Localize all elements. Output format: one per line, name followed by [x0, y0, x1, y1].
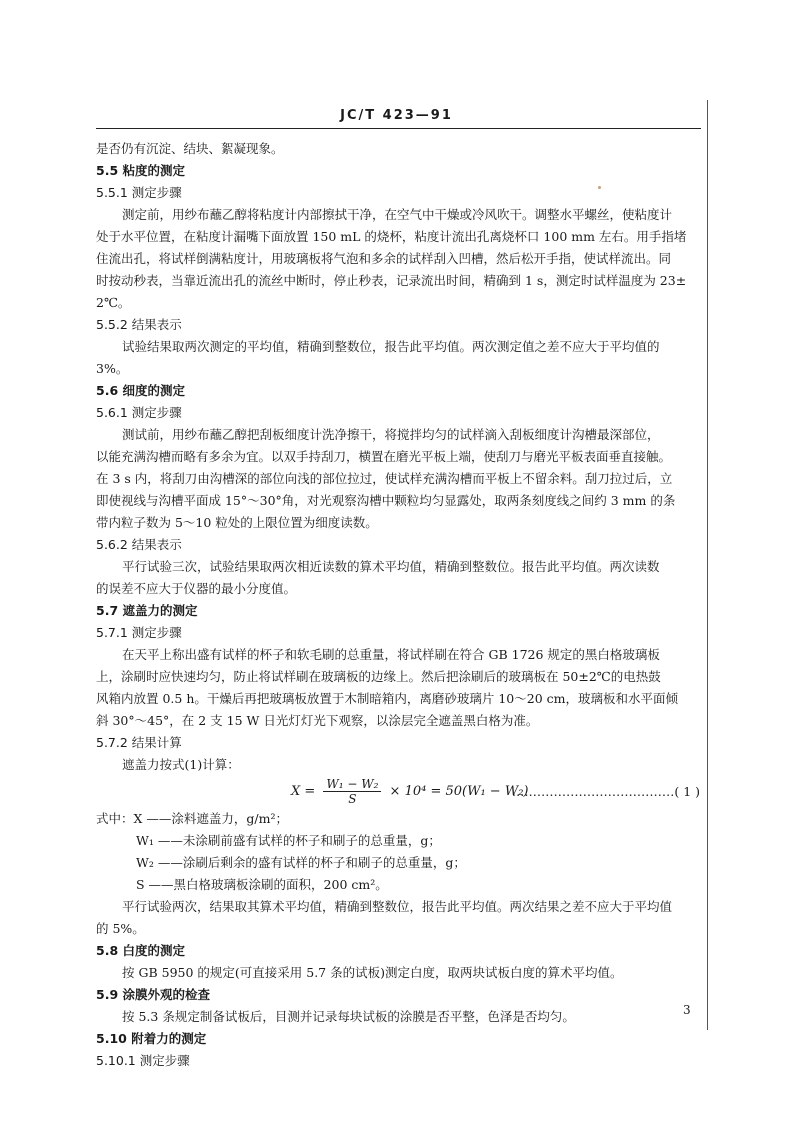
- variable-definition: W₂ ——涂刷后剩余的盛有试样的杯子和刷子的总重量，g；: [136, 855, 466, 870]
- paragraph-line: 在 3 s 内，将刮刀由沟槽深的部位向浅的部位拉过，使试样充满沟槽而平板上不留余料。刮刀拉过后，立: [96, 471, 673, 486]
- paragraph-line: 测试前，用纱布蘸乙醇把刮板细度计洗净擦干，将搅拌均匀的试样滴入刮板细度计沟槽最深部位，: [122, 427, 660, 442]
- paragraph-line: 时按动秒表，当靠近流出孔的流丝中断时，停止秒表，记录流出时间，精确到 1 s，测定时试样温度为 23±: [96, 273, 687, 288]
- formula-fraction: [323, 777, 381, 806]
- body-text: [96, 138, 700, 1072]
- formula-expression: [291, 776, 528, 808]
- variable-definition: S ——黑白格玻璃板涂刷的面积，200 cm²。: [136, 877, 388, 892]
- paragraph-line: 在天平上称出盛有试样的杯子和软毛刷的总重量，将试样刷在符合 GB 1726 规定的黑白格玻璃板: [122, 647, 660, 662]
- subsection-heading: 5.5.2 结果表示: [96, 317, 182, 332]
- subsection-heading: 5.5.1 测定步骤: [96, 185, 182, 200]
- subsection-heading: 5.10.1 测定步骤: [96, 1053, 190, 1068]
- paragraph-line: 按 5.3 条规定制备试板后，目测并记录每块试板的涂膜是否平整，色泽是否均匀。: [122, 1009, 575, 1024]
- paragraph-line: 平行试验两次，结果取其算术平均值，精确到整数位，报告此平均值。两次结果之差不应大于平均值: [122, 899, 673, 914]
- paragraph-line: 按 GB 5950 的规定(可直接采用 5.7 条的试板)测定白度，取两块试板白度的算术平均值。: [122, 965, 623, 980]
- paragraph-line: 处于水平位置，在粘度计漏嘴下面放置 150 mL 的烧杯，粘度计流出孔离烧杯口 100 mm 左右。用手指堵: [96, 229, 687, 244]
- scan-speck: [598, 186, 601, 189]
- formula-denominator: S: [348, 792, 357, 806]
- paragraph-line: 3%。: [96, 361, 129, 376]
- paragraph-line: 上，涂刷时应快速均匀，防止将试样刷在玻璃板的边缘上。然后把涂刷后的玻璃板在 50±2℃的电热鼓: [96, 669, 661, 684]
- equation-number: ( 1 ): [674, 784, 700, 799]
- right-margin-rule: [707, 100, 708, 1030]
- paragraph-line: 试验结果取两次测定的平均值，精确到整数位，报告此平均值。两次测定值之差不应大于平均值的: [122, 339, 660, 354]
- standard-code-header: JC/T 423—91: [340, 108, 453, 123]
- variable-definition: W₁ ——未涂刷前盛有试样的杯子和刷子的总重量，g；: [136, 833, 441, 848]
- formula-lhs: X =: [291, 784, 316, 799]
- paragraph-line: 即使视线与沟槽平面成 15°～30°角，对光观察沟槽中颗粒均匀显露处，取两条刻度线之间约 3 mm 的条: [96, 493, 676, 508]
- page-number: 3: [683, 1003, 691, 1017]
- header-rule: [96, 128, 701, 129]
- formula-leader-dots: …………………………………: [511, 784, 675, 799]
- paragraph-line: 的误差不应大于仪器的最小分度值。: [96, 581, 297, 596]
- section-heading: 5.10 附着力的测定: [96, 1031, 207, 1046]
- equation-number-group: [512, 776, 700, 808]
- subsection-heading: 5.6.1 测定步骤: [96, 405, 182, 420]
- paragraph-line: 斜 30°～45°，在 2 支 15 W 日光灯灯光下观察，以涂层完全遮盖黑白格为准。: [96, 713, 539, 728]
- formula-rhs: × 10⁴ = 50(W₁ − W₂): [389, 784, 529, 799]
- paragraph-line: 测定前，用纱布蘸乙醇将粘度计内部擦拭干净，在空气中干燥或冷风吹干。调整水平螺丝，使粘度计: [122, 207, 673, 222]
- section-heading: 5.7 遮盖力的测定: [96, 603, 198, 618]
- text-line: 是否仍有沉淀、结块、絮凝现象。: [96, 141, 284, 156]
- subsection-heading: 5.6.2 结果表示: [96, 537, 182, 552]
- section-heading: 5.8 白度的测定: [96, 943, 185, 958]
- paragraph-line: 以能充满沟槽而略有多余为宜。以双手持刮刀，横置在磨光平板上端，使刮刀与磨光平板表面垂直接触。: [96, 449, 672, 464]
- paragraph-line: 住流出孔，将试样倒满粘度计，用玻璃板将气泡和多余的试样刮入凹槽，然后松开手指，使试样流出。同: [96, 251, 672, 266]
- section-heading: 5.9 涂膜外观的检查: [96, 987, 210, 1002]
- formula-numerator: W₁ − W₂: [323, 777, 381, 792]
- section-heading: 5.6 细度的测定: [96, 383, 185, 398]
- subsection-heading: 5.7.2 结果计算: [96, 735, 182, 750]
- section-heading: 5.5 粘度的测定: [96, 163, 185, 178]
- paragraph-line: 的 5%。: [96, 921, 145, 936]
- paragraph-line: 带内粒子数为 5～10 粒处的上限位置为细度读数。: [96, 515, 378, 530]
- formula-1: [96, 776, 700, 808]
- paragraph-line: 平行试验三次，试验结果取两次相近读数的算术平均值，精确到整数位。报告此平均值。两次读数: [122, 559, 660, 574]
- paragraph-line: 风箱内放置 0.5 h。干燥后再把玻璃板放置于木制暗箱内，离磨砂玻璃片 10～20 cm，玻璃板和水平面倾: [96, 691, 678, 706]
- paragraph-line: 遮盖力按式(1)计算：: [122, 757, 240, 772]
- paragraph-line: 2℃。: [96, 295, 131, 310]
- subsection-heading: 5.7.1 测定步骤: [96, 625, 182, 640]
- where-line: 式中：X ——涂料遮盖力，g/m²；: [96, 811, 288, 826]
